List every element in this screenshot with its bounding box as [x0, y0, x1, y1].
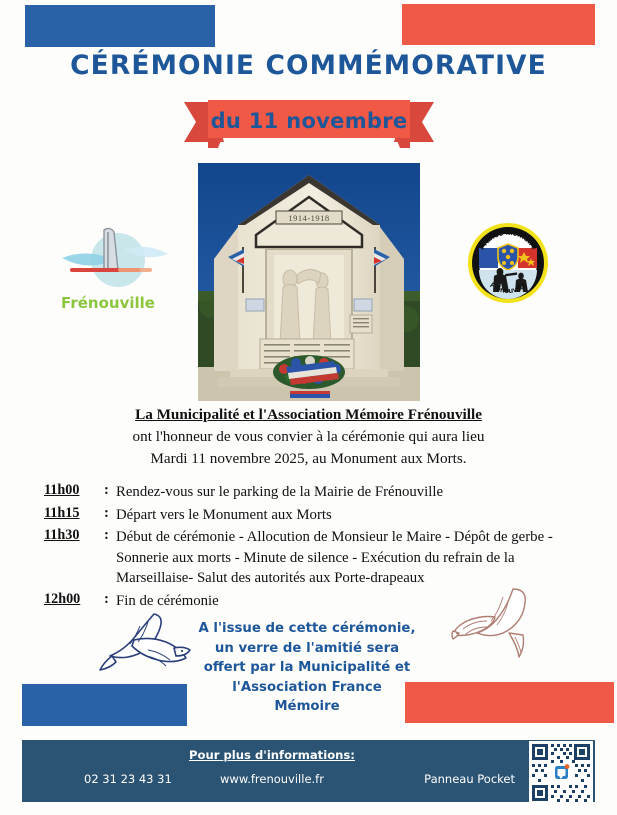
frenouville-town-logo [38, 224, 178, 312]
monument-aux-morts-photo [198, 163, 420, 401]
schedule-time: 12h00 [44, 590, 81, 607]
closing-note-line-2: un verre de l'amitié sera [214, 640, 400, 656]
svg-text:Frénouville: Frénouville [488, 280, 528, 296]
closing-note-line-5: Mémoire [274, 699, 340, 714]
invitation-line-1: La Municipalité et l'Association Mémoire Frénouville [135, 406, 482, 423]
schedule-description: Fin de cérémonie [116, 592, 219, 609]
schedule-time: 11h15 [44, 504, 80, 521]
schedule-description: Début de cérémonie - Allocution de Monsieur le Maire - Dépôt de gerbe - Sonnerie aux morts - Minute de silence - Exécution du refrain de la Marseillaise- Salut des autorités aux Porte-drapeaux [116, 529, 553, 586]
ribbon-label: du 11 novembre [210, 109, 408, 133]
frenouville-logo-caption: Frénouville [61, 294, 155, 312]
page-title: CÉRÉMONIE COMMÉMORATIVE [70, 50, 547, 81]
schedule-description: Rendez-vous sur le parking de la Mairie de Frénouville [116, 484, 444, 500]
date-ribbon [184, 98, 434, 150]
decor-bar-top-red [402, 4, 595, 45]
footer-bar [22, 740, 595, 802]
footer-phone: 02 31 23 43 31 [84, 772, 172, 786]
decor-bar-bottom-blue [22, 684, 187, 726]
svg-text:1914-1918: 1914-1918 [288, 213, 330, 223]
closing-note-line-1: A l'issue de cette cérémonie, [198, 621, 416, 636]
footer-heading: Pour plus d'informations: [189, 748, 355, 762]
footer-website-link[interactable]: www.frenouville.fr [220, 772, 324, 786]
schedule-description: Départ vers le Monument aux Morts [116, 506, 332, 523]
panneau-pocket-qr-code[interactable] [529, 741, 593, 804]
schedule-row [44, 482, 584, 503]
invitation-text [0, 404, 617, 470]
schedule-separator: : [104, 482, 109, 498]
schedule-separator: : [104, 504, 109, 521]
invitation-line-2: ont l'honneur de vous convier à la cérémonie qui aura lieu [132, 428, 485, 445]
dove-icon-red [451, 583, 559, 675]
decor-bar-bottom-red [405, 682, 614, 723]
schedule-separator: : [104, 527, 109, 543]
closing-note-line-4: l'Association France [232, 679, 382, 695]
invitation-line-3: Mardi 11 novembre 2025, au Monument aux Morts. [150, 450, 467, 467]
closing-note [188, 619, 426, 717]
schedule-row [44, 527, 584, 589]
france-memoire-frenouville-badge [467, 222, 549, 304]
decor-bar-top-blue [25, 5, 215, 47]
svg-text:France Mémoire: France Mémoire [477, 227, 539, 252]
dove-icon-blue [96, 604, 192, 686]
footer-app-name: Panneau Pocket [424, 772, 515, 786]
closing-note-line-3: offert par la Municipalité et [203, 660, 411, 675]
schedule-row [44, 505, 584, 526]
schedule-separator: : [104, 590, 109, 607]
schedule-time: 11h00 [44, 482, 80, 498]
schedule-time: 11h30 [44, 527, 80, 543]
